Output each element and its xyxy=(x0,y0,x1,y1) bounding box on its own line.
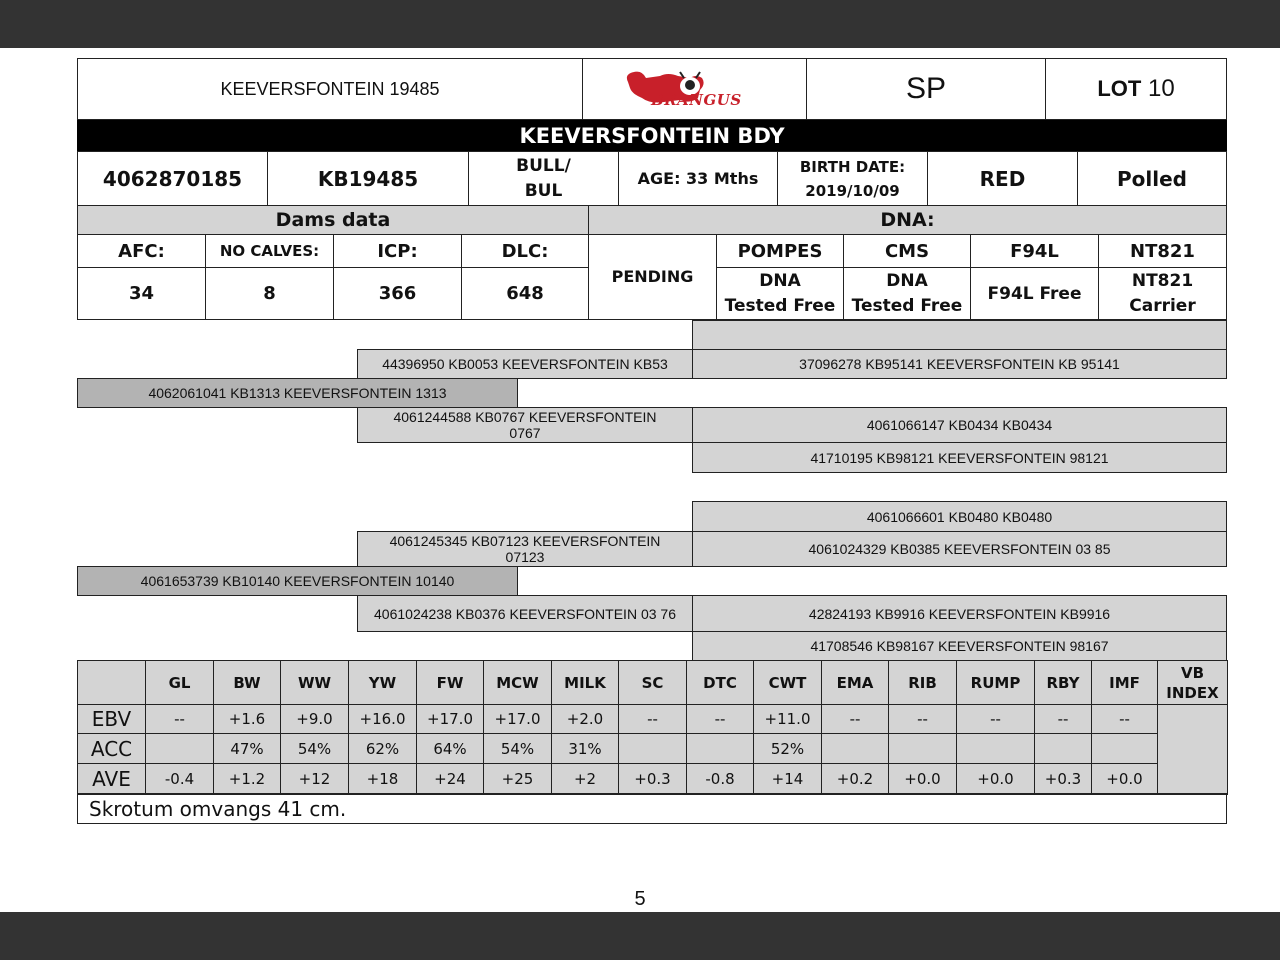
pedigree-sire-dam-dam: 41710195 KB98121 KEEVERSFONTEIN 98121 xyxy=(692,442,1227,473)
horn-status: Polled xyxy=(1077,151,1227,206)
dams-header-calves: NO CALVES: xyxy=(205,234,334,268)
sex-line2: BUL xyxy=(524,180,563,201)
lot-label: LOT xyxy=(1097,76,1142,101)
ebv-cell xyxy=(1034,733,1092,764)
comment: Skrotum omvangs 41 cm. xyxy=(77,793,1227,824)
ebv-cell: +1.6 xyxy=(213,704,281,734)
ebv-column-header: RBY xyxy=(1034,660,1092,705)
pedigree-sire-dam: 4061244588 KB0767 KEEVERSFONTEIN 0767 xyxy=(357,407,693,443)
ebv-cell: +0.3 xyxy=(618,763,687,795)
dams-value-calves: 8 xyxy=(205,267,334,320)
pedigree-dam-sire-dam: 4061024329 KB0385 KEEVERSFONTEIN 03 85 xyxy=(692,531,1227,567)
ebv-cell: +18 xyxy=(348,763,417,795)
ebv-cell: +1.2 xyxy=(213,763,281,795)
dna-result-line1: DNA xyxy=(886,270,928,291)
ebv-cell: +14 xyxy=(753,763,822,795)
colour: RED xyxy=(927,151,1078,206)
dna-header-f94l: F94L xyxy=(970,234,1099,268)
ebv-cell: 52% xyxy=(753,733,822,764)
vb-index-value xyxy=(1157,704,1228,795)
ebv-cell xyxy=(956,733,1035,764)
herd-id: KB19485 xyxy=(267,151,469,206)
ebv-cell: -- xyxy=(888,704,957,734)
bottom-bar xyxy=(0,912,1280,960)
vb-index-header xyxy=(1157,660,1228,705)
dna-result-line2: Tested Free xyxy=(851,295,963,316)
dams-header-icp: ICP: xyxy=(333,234,462,268)
ebv-column-header: FW xyxy=(416,660,484,705)
ebv-cell: 54% xyxy=(483,733,552,764)
dams-header-afc: AFC: xyxy=(77,234,206,268)
ebv-cell xyxy=(145,733,214,764)
dna-result-line2: Tested Free xyxy=(724,295,836,316)
ebv-column-header: IMF xyxy=(1091,660,1158,705)
pedigree-dam-dam: 4061024238 KB0376 KEEVERSFONTEIN 03 76 xyxy=(357,595,693,632)
dams-value-afc: 34 xyxy=(77,267,206,320)
sex-line1: BULL/ xyxy=(516,155,571,176)
dna-header-pompes: POMPES xyxy=(716,234,844,268)
ebv-cell: +0.3 xyxy=(1034,763,1092,795)
lot-number: 10 xyxy=(1147,75,1175,102)
ebv-cell: +16.0 xyxy=(348,704,417,734)
dna-result-f94l xyxy=(970,267,1099,320)
ebv-cell: +2 xyxy=(551,763,619,795)
ebv-row-label: ACC xyxy=(77,733,146,764)
dna-header-cms: CMS xyxy=(843,234,971,268)
pedigree-dam-sire: 4061245345 KB07123 KEEVERSFONTEIN 07123 xyxy=(357,531,693,567)
ebv-cell: 31% xyxy=(551,733,619,764)
breed-code: SP xyxy=(806,58,1046,120)
ebv-cell: -- xyxy=(145,704,214,734)
ebv-cell: 47% xyxy=(213,733,281,764)
pedigree-dam: 4061653739 KB10140 KEEVERSFONTEIN 10140 xyxy=(77,566,518,596)
ebv-cell: +0.0 xyxy=(1091,763,1158,795)
ebv-cell: -- xyxy=(956,704,1035,734)
ebv-cell: +24 xyxy=(416,763,484,795)
ebv-column-header: EMA xyxy=(821,660,889,705)
ebv-cell: +17.0 xyxy=(483,704,552,734)
birth-label: BIRTH DATE: xyxy=(799,157,906,176)
dna-result-line1: DNA xyxy=(759,270,801,291)
ebv-cell xyxy=(821,733,889,764)
ebv-cell: +2.0 xyxy=(551,704,619,734)
vb-index-label-2: INDEX xyxy=(1166,683,1219,702)
ebv-cell: -- xyxy=(1034,704,1092,734)
ebv-cell: -- xyxy=(618,704,687,734)
ebv-cell xyxy=(1091,733,1158,764)
ebv-cell: +0.0 xyxy=(956,763,1035,795)
ebv-row-label: EBV xyxy=(77,704,146,734)
pedigree-dam-sire-sire: 4061066601 KB0480 KB0480 xyxy=(692,501,1227,532)
brangus-logo xyxy=(582,58,807,120)
ebv-column-header: DTC xyxy=(686,660,754,705)
ebv-column-header: GL xyxy=(145,660,214,705)
vb-index-label-1: VB xyxy=(1180,663,1205,682)
pedigree-sire: 4062061041 KB1313 KEEVERSFONTEIN 1313 xyxy=(77,378,518,408)
lot-cell xyxy=(1045,58,1227,120)
age: AGE: 33 Mths xyxy=(618,151,778,206)
dams-title: Dams data xyxy=(77,205,589,235)
ebv-cell: +11.0 xyxy=(753,704,822,734)
ebv-column-header: SC xyxy=(618,660,687,705)
ebv-cell xyxy=(686,733,754,764)
pedigree-sire-sire-sire xyxy=(692,320,1227,350)
ebv-column-header: RUMP xyxy=(956,660,1035,705)
ebv-cell: 54% xyxy=(280,733,349,764)
pedigree-sire-dam-sire: 4061066147 KB0434 KB0434 xyxy=(692,407,1227,443)
pedigree-sire-sire-dam: 37096278 KB95141 KEEVERSFONTEIN KB 95141 xyxy=(692,349,1227,379)
ebv-cell: +17.0 xyxy=(416,704,484,734)
ebv-cell xyxy=(618,733,687,764)
ebv-cell: +9.0 xyxy=(280,704,349,734)
ebv-cell: +0.2 xyxy=(821,763,889,795)
animal-name: KEEVERSFONTEIN BDY xyxy=(77,120,1227,152)
logo-text: BRANGUS xyxy=(651,91,742,109)
ebv-cell: +12 xyxy=(280,763,349,795)
birth-date-cell xyxy=(777,151,928,206)
ebv-column-header: BW xyxy=(213,660,281,705)
dna-status: PENDING xyxy=(588,234,717,320)
registration-name: KEEVERSFONTEIN 19485 xyxy=(77,58,583,120)
pedigree-dam-dam-dam: 41708546 KB98167 KEEVERSFONTEIN 98167 xyxy=(692,631,1227,661)
dna-result-nt821 xyxy=(1098,267,1227,320)
ebv-column-header: CWT xyxy=(753,660,822,705)
ebv-row-label: AVE xyxy=(77,763,146,795)
ebv-cell: 62% xyxy=(348,733,417,764)
ebv-column-header: YW xyxy=(348,660,417,705)
dams-value-dlc: 648 xyxy=(461,267,589,320)
dna-title: DNA: xyxy=(588,205,1227,235)
ebv-cell: -0.4 xyxy=(145,763,214,795)
page-number: 5 xyxy=(634,888,646,910)
ebv-column-header: WW xyxy=(280,660,349,705)
ebv-cell: -- xyxy=(1091,704,1158,734)
dams-value-icp: 366 xyxy=(333,267,462,320)
birth-date: 2019/10/09 xyxy=(805,181,900,200)
dna-result-line2: Carrier xyxy=(1129,295,1196,316)
ebv-cell xyxy=(888,733,957,764)
ebv-cell: -0.8 xyxy=(686,763,754,795)
dna-header-nt821: NT821 xyxy=(1098,234,1227,268)
dna-result-cms xyxy=(843,267,971,320)
pedigree-sire-sire: 44396950 KB0053 KEEVERSFONTEIN KB53 xyxy=(357,349,693,379)
ebv-cell: -- xyxy=(821,704,889,734)
sex xyxy=(468,151,619,206)
ebv-column-header: MILK xyxy=(551,660,619,705)
top-bar xyxy=(0,0,1280,48)
ebv-column-header: RIB xyxy=(888,660,957,705)
dams-header-dlc: DLC: xyxy=(461,234,589,268)
ebv-cell: -- xyxy=(686,704,754,734)
ebv-cell: 64% xyxy=(416,733,484,764)
pedigree-dam-dam-sire: 42824193 KB9916 KEEVERSFONTEIN KB9916 xyxy=(692,595,1227,632)
ebv-cell: +25 xyxy=(483,763,552,795)
reg-number: 4062870185 xyxy=(77,151,268,206)
dna-result-pompes xyxy=(716,267,844,320)
dna-result-line1: F94L Free xyxy=(987,283,1082,304)
ebv-column-header: MCW xyxy=(483,660,552,705)
dna-result-line1: NT821 xyxy=(1131,270,1194,291)
ebv-corner xyxy=(77,660,146,705)
ebv-cell: +0.0 xyxy=(888,763,957,795)
